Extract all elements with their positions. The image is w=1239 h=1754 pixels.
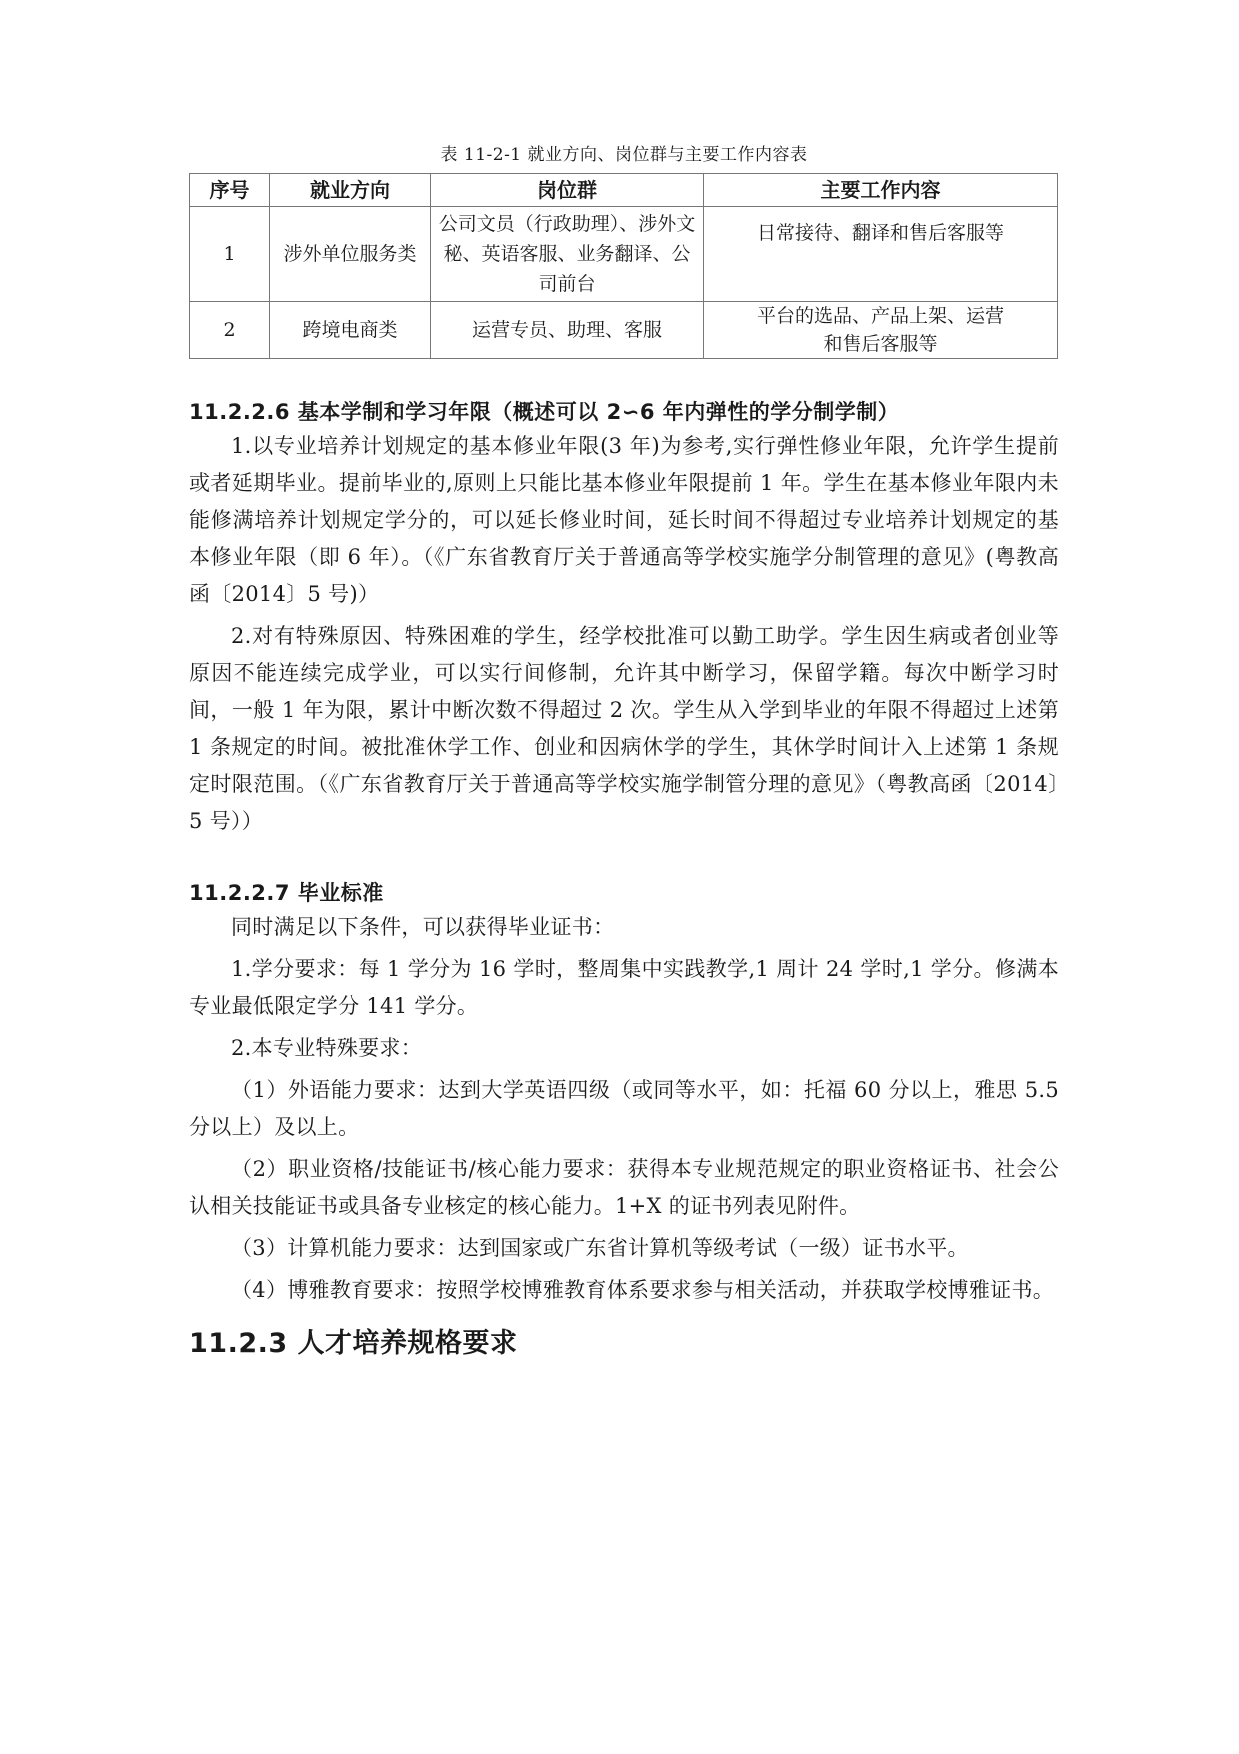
table-cell: 平台的选品、产品上架、运营和售后客服等 <box>704 302 1058 359</box>
paragraph-computer-requirement: （3）计算机能力要求：达到国家或广东省计算机等级考试（一级）证书水平。 <box>231 1236 969 1260</box>
paragraph-credit-requirement: 1.学分要求：每 1 学分为 16 学时，整周集中实践教学,1 周计 24 学时,1 学分。修满本专业最低限定学分 141 学分。 <box>189 957 1059 1018</box>
table-cell: 日常接待、翻译和售后客服等 <box>704 207 1058 302</box>
paragraph-certificate-requirement: （2）职业资格/技能证书/核心能力要求：获得本专业规范规定的职业资格证书、社会公认相关技能证书或具备专业核定的核心能力。1+X 的证书列表见附件。 <box>189 1157 1059 1218</box>
table-cell: 跨境电商类 <box>270 302 431 359</box>
document-page <box>189 140 1059 1360</box>
table-row <box>190 302 1058 359</box>
table-cell: 1 <box>190 207 270 302</box>
paragraph-suspension: 2.对有特殊原因、特殊困难的学生，经学校批准可以勤工助学。学生因生病或者创业等原因不能连续完成学业，可以实行间修制，允许其中断学习，保留学籍。每次中断学习时间，一般 1 年为限，累计中断次数不得超过 2 次。学生从入学到毕业的年限不得超过上述第 1 条规定的时间。被批准休学工作、创业和因病休学的学生，其休学时间计入上述第 1 条规定时限范围。（《广东省教育厅关于普通高等学校实施学制管分理的意见》（粤教高函〔2014〕5 号）） <box>189 624 1059 833</box>
section-heading-11-2-2-6: 11.2.2.6 基本学制和学习年限（概述可以 2∽6 年内弹性的学分制学制） <box>189 400 900 424</box>
table-cell: 涉外单位服务类 <box>270 207 431 302</box>
table-caption: 表 11-2-1 就业方向、岗位群与主要工作内容表 <box>440 145 808 165</box>
employment-table <box>189 173 1058 359</box>
section-heading-11-2-3: 11.2.3 人才培养规格要求 <box>189 1328 518 1359</box>
paragraph-special-requirement: 2.本专业特殊要求： <box>231 1036 423 1060</box>
section-heading-11-2-2-7: 11.2.2.7 毕业标准 <box>189 881 384 905</box>
header-cell: 就业方向 <box>270 174 431 207</box>
header-cell: 序号 <box>190 174 270 207</box>
table-cell: 2 <box>190 302 270 359</box>
table-cell: 公司文员（行政助理）、涉外文秘、英语客服、业务翻译、公司前台 <box>431 207 704 302</box>
header-cell: 岗位群 <box>431 174 704 207</box>
table-header-row <box>190 174 1058 207</box>
header-cell: 主要工作内容 <box>704 174 1058 207</box>
paragraph-language-requirement: （1）外语能力要求：达到大学英语四级（或同等水平，如：托福 60 分以上，雅思 5.5 分以上）及以上。 <box>189 1078 1059 1139</box>
table-row <box>190 207 1058 302</box>
paragraph-graduation-intro: 同时满足以下条件，可以获得毕业证书： <box>231 915 615 939</box>
table-cell: 运营专员、助理、客服 <box>431 302 704 359</box>
paragraph-liberal-arts-requirement: （4）博雅教育要求：按照学校博雅教育体系要求参与相关活动，并获取学校博雅证书。 <box>231 1278 1055 1302</box>
paragraph-flexible-years: 1.以专业培养计划规定的基本修业年限(3 年)为参考,实行弹性修业年限，允许学生提前或者延期毕业。提前毕业的,原则上只能比基本修业年限提前 1 年。学生在基本修业年限内未能修满培养计划规定学分的，可以延长修业时间，延长时间不得超过专业培养计划规定的基本修业年限（即 6 年）。（《广东省教育厅关于普通高等学校实施学分制管理的意见》(粤教高函〔2014〕5 号)） <box>189 434 1059 606</box>
